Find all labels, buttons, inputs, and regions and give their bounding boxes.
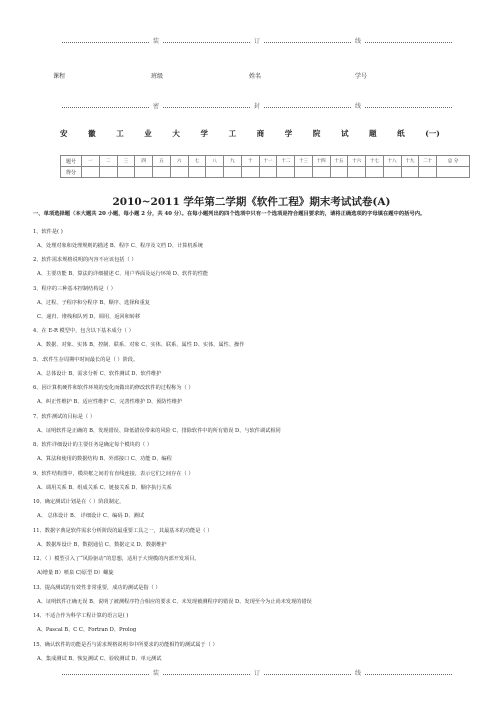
dotted-rule — [264, 674, 351, 675]
seal-mark: 线 — [354, 103, 361, 110]
score-header-cell: 十八 — [383, 156, 401, 167]
university-heading — [60, 128, 440, 139]
student-info-row — [0, 71, 503, 81]
heading-char: 工 — [116, 129, 124, 138]
option-line: A、证明软件正确无误 B、说明了被测程序符合相应的要求 C、未发现被测程序的错误 D、发现至今为止尚未发现的错误 — [37, 599, 312, 605]
option-line: A、纠正性维护 B、适应性维护 C、完善性维护 D、预防性维护 — [37, 399, 183, 405]
section-instructions: 一、单项选择题（本大题共 20 小题，每小题 2 分，共 40 分）。在每小题列出的四个选项中只有一个选项是符合题目要求的，请将正确选项的字母填在题中的括号内。 — [33, 211, 426, 217]
score-header-cell: 五 — [153, 156, 171, 167]
dotted-rule — [365, 107, 452, 108]
heading-char: 题 — [369, 129, 377, 138]
score-cell — [330, 167, 348, 178]
total-score-cell — [437, 167, 470, 178]
score-header-cell: 十三 — [295, 156, 313, 167]
score-table-header-row — [61, 156, 470, 167]
total-score-header: 总 分 — [437, 156, 470, 167]
dotted-rule — [62, 107, 149, 108]
score-header-cell: 十二 — [277, 156, 295, 167]
score-header-cell: 七 — [188, 156, 206, 167]
binding-line-bottom — [58, 669, 456, 679]
seal-line — [58, 102, 456, 112]
heading-char: 业 — [144, 129, 152, 138]
option-line: A、Pascal B、C C、Fortran D、Prolog — [37, 627, 137, 633]
score-cell — [241, 167, 259, 178]
option-line: A、过程、子程序和分程序 B、顺序、选择和重复 — [37, 300, 150, 306]
question-line: 1、软件是( ) — [33, 229, 63, 235]
option-line: A、总体设计 B、需求分析 C、软件测试 D、软件维护 — [37, 371, 162, 377]
student-id-label: 学号 — [355, 73, 368, 80]
score-header-cell: 十四 — [312, 156, 330, 167]
dotted-rule — [62, 42, 149, 43]
score-header-cell: 十六 — [348, 156, 366, 167]
question-line: 6、因计算机硬件和软件环境的变化而做出的修改软件的过程称为（ ） — [33, 385, 194, 391]
seal-mark: 封 — [253, 103, 260, 110]
binding-mark: 装 — [152, 670, 159, 677]
score-table — [60, 155, 470, 178]
score-header-cell: 三 — [117, 156, 135, 167]
dotted-rule — [163, 107, 250, 108]
heading-char: (一) — [425, 129, 440, 138]
question-line: 14、不适合作为科学工程计算的语言是( ) — [33, 613, 129, 619]
option-line: A、集成测试 B、恢复测试 C、验收测试 D、单元测试 — [37, 656, 162, 662]
score-cell — [99, 167, 117, 178]
binding-mark: 线 — [354, 38, 361, 45]
heading-char: 纸 — [397, 129, 405, 138]
score-header-cell: 二十 — [419, 156, 437, 167]
option-line: C、递归、堆栈和队列 D、调用、返回和转移 — [37, 314, 141, 320]
score-cell — [135, 167, 153, 178]
option-line: A、调用关系 B、组成关系 C、链接关系 D、顺序执行关系 — [37, 485, 172, 491]
score-header-cell: 四 — [135, 156, 153, 167]
heading-char: 工 — [228, 129, 237, 138]
question-line: 3、程序的三种基本控制结构是（ ） — [33, 286, 116, 292]
question-number-label: 题号 — [61, 156, 82, 167]
score-cell — [419, 167, 437, 178]
score-header-cell: 六 — [170, 156, 188, 167]
score-cell — [312, 167, 330, 178]
score-header-cell: 十七 — [366, 156, 384, 167]
binding-line-top — [58, 37, 456, 47]
heading-char: 商 — [256, 129, 265, 138]
question-line: 8、软件详细设计的主要任务是确定每个模块的（ ） — [33, 442, 153, 448]
score-label: 得分 — [61, 167, 82, 178]
score-cell — [153, 167, 171, 178]
heading-char: 学 — [200, 129, 208, 138]
score-table-score-row — [61, 167, 470, 178]
score-cell — [383, 167, 401, 178]
score-header-cell: 一 — [82, 156, 100, 167]
heading-char: 试 — [340, 129, 349, 138]
score-cell — [366, 167, 384, 178]
score-header-cell: 十九 — [401, 156, 419, 167]
score-header-cell: 十一 — [259, 156, 277, 167]
binding-mark: 订 — [253, 670, 260, 677]
question-line: 11、数据字典是软件需求分析阶段的最重要工具之一，其最基本的功能是（ ） — [33, 528, 213, 534]
heading-char: 徽 — [88, 129, 96, 138]
score-header-cell: 二 — [99, 156, 117, 167]
heading-char: 大 — [172, 129, 180, 138]
exam-title: 2010~2011 学年第二学期《软件工程》期末考试试卷(A) — [112, 196, 391, 208]
question-line: 9、软件结构图中，模块框之间若有直线连接，表示它们之间存在（ ） — [33, 471, 194, 477]
score-cell — [188, 167, 206, 178]
score-cell — [401, 167, 419, 178]
option-line: A)增量 B）喷泉 C)原型 D）螺旋 — [37, 570, 114, 576]
heading-char: 学 — [284, 129, 293, 138]
class-label: 班级 — [151, 73, 164, 80]
question-line: 4、在 E-R 模型中，包含以下基本成分（ ） — [33, 328, 134, 334]
dotted-rule — [264, 107, 351, 108]
score-cell — [259, 167, 277, 178]
score-header-cell: 九 — [224, 156, 242, 167]
question-line: 13、提高测试的有效性非常重要，成功的测试是指（ ） — [33, 585, 161, 591]
score-header-cell: 八 — [206, 156, 224, 167]
course-label: 课程 — [53, 73, 66, 80]
dotted-rule — [62, 674, 149, 675]
option-line: A、证明软件是正确的 B、发现错误、降低错误带来的风险 C、排除软件中的所有错误 D、与软件调试相同 — [37, 428, 281, 434]
option-line: A、主要功能 B、算法的详细描述 C、用户界面及运行环境 D、软件的性能 — [37, 271, 209, 277]
binding-mark: 线 — [354, 670, 361, 677]
dotted-rule — [264, 42, 351, 43]
name-label: 姓名 — [249, 73, 262, 80]
dotted-rule — [163, 674, 250, 675]
score-cell — [206, 167, 224, 178]
question-line: 10、确定测试计划是在（ ）阶段制定。 — [33, 499, 125, 505]
score-cell — [295, 167, 313, 178]
heading-char: 安 — [60, 129, 68, 138]
question-line: 2、软件需求规格说明的内容不应该包括（ ） — [33, 257, 137, 263]
binding-mark: 装 — [152, 38, 159, 45]
score-header-cell: 十五 — [330, 156, 348, 167]
score-header-cell: 十 — [241, 156, 259, 167]
score-cell — [348, 167, 366, 178]
option-line: A、处理对象和处理规则的描述 B、程序 C、程序及文档 D、计算机系统 — [37, 243, 203, 249]
option-line: A、数据、对象、实体 B、控制、联系、对象 C、实体、联系、属性 D、实体、属性、操作 — [37, 342, 245, 348]
score-cell — [170, 167, 188, 178]
score-cell — [224, 167, 242, 178]
score-cell — [117, 167, 135, 178]
option-line: A、算法和使用的数据结构 B、外部接口 C、功能 D、编程 — [37, 456, 172, 462]
seal-mark: 密 — [152, 103, 159, 110]
score-cell — [277, 167, 295, 178]
dotted-rule — [365, 674, 452, 675]
dotted-rule — [365, 42, 452, 43]
question-line: 5、.软件生存周期中时间最长的是（ ）阶段。 — [33, 357, 139, 363]
binding-mark: 订 — [253, 38, 260, 45]
question-line: 15、确认软件的功能是否与需求规格说明书中所要求的功能相符的测试属于（ ） — [33, 642, 218, 648]
score-cell — [82, 167, 100, 178]
option-line: A、 总体设计 B、 详细设计 C、编码 D、测试 — [37, 513, 144, 519]
question-line: 12、（ ）模型引入了“风险驱动”的思想，适用于大规模的内部开发项目。 — [33, 556, 200, 562]
option-line: A、数据库设计 B、数据通信 C、数据定义 D、数据维护 — [37, 542, 167, 548]
dotted-rule — [163, 42, 250, 43]
question-line: 7、软件测试的目标是（ ） — [33, 414, 96, 420]
heading-char: 院 — [312, 129, 321, 138]
